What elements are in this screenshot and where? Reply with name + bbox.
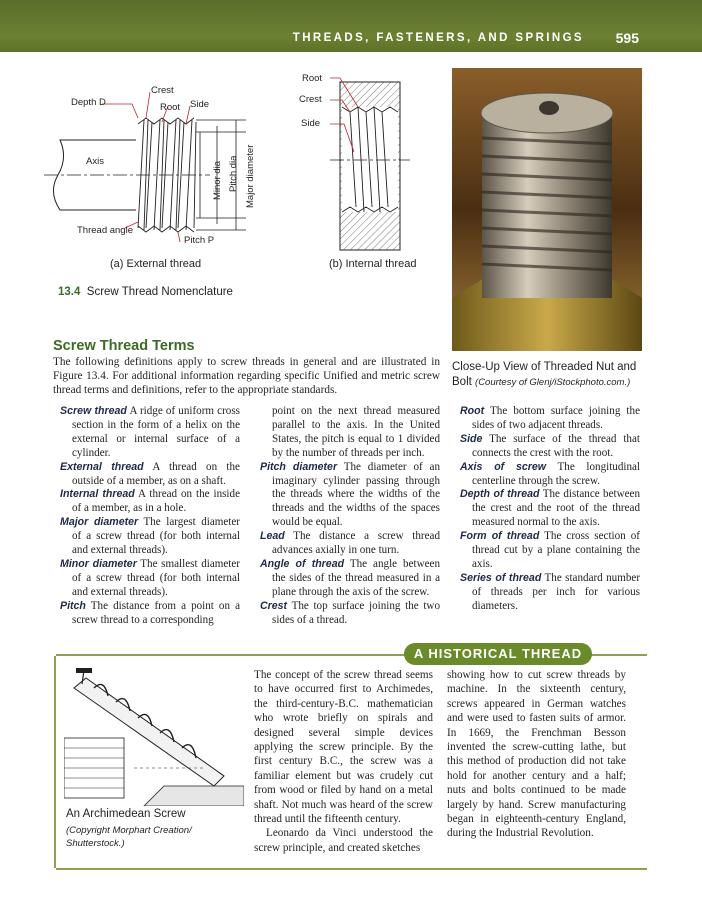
caption-internal-thread: (b) Internal thread [329, 258, 417, 270]
term-entry: Pitch The distance from a point on a screw thread to a corresponding [60, 599, 240, 626]
term-entry: Form of thread The cross section of thread cut by a plane containing the axis. [460, 530, 640, 570]
label-side: Side [190, 99, 210, 110]
internal-thread-drawing [330, 72, 410, 252]
label-crest: Crest [151, 85, 174, 96]
label-root: Root [160, 102, 181, 113]
archimedean-screw-illustration [64, 668, 244, 806]
section-intro: The following definitions apply to screw threads in general and are illustrated in Figure 13.4. For additional information regarding specific Unified and metric screw thread terms and definitions, refer to the appropriate standards. [53, 356, 440, 396]
photo-caption-main: Close-Up View of Threaded Nut and Bolt [452, 361, 637, 388]
term-entry: Major diameter The largest diameter of a screw thread (for both internal and external threads). [60, 516, 240, 557]
running-header [0, 0, 702, 52]
label-minor-dia: Minor dia [212, 160, 223, 200]
label-int-root: Root [302, 73, 323, 84]
label-major-diameter: Major diameter [245, 144, 256, 208]
historical-image-caption [66, 807, 241, 850]
image-caption-title: An Archimedean Screw [66, 808, 186, 820]
section-heading: Screw Thread Terms [53, 338, 195, 354]
term-entry: Root The bottom surface joining the sides of two adjacent threads. [460, 405, 640, 431]
term-entry: Series of thread The standard number of threads per inch for various diameters. [460, 571, 641, 612]
historical-column-2 [447, 668, 626, 841]
photo-caption [452, 360, 652, 390]
label-depth: Depth D [71, 97, 106, 108]
terms-column-3 [460, 405, 640, 614]
terms-column-1 [60, 405, 240, 628]
label-int-side: Side [301, 118, 321, 129]
term-entry: Depth of thread The distance between the crest and the root of the thread measured normal to the axis. [460, 488, 641, 529]
historical-paragraph: Leonardo da Vinci understood the screw principle, and created sketches [254, 827, 433, 854]
running-title: THREADS, FASTENERS, AND SPRINGS [292, 32, 584, 44]
term-entry: Minor diameter The smallest diameter of a screw thread (for both internal and external threads). [60, 557, 240, 598]
historical-paragraph: The concept of the screw thread seems to have occurred first to Archimedes, the third-century-B.C. mathematician who wrote briefly on spirals and designed several simple devices applying the screw principle. By the first century B.C., the screw was a familiar element but was crudely cut from wood or filed by hand on a metal shaft. Not much was heard of the screw thread until the fifteenth century. [254, 669, 433, 826]
term-entry: External thread A thread on the outside of a member, as on a shaft. [60, 460, 240, 487]
label-pitch-dia: Pitch dia [228, 155, 239, 192]
label-axis: Axis [86, 156, 104, 167]
term-entry: Crest The top surface joining the two sides of a thread. [260, 599, 440, 626]
figure-title: Screw Thread Nomenclature [86, 286, 233, 298]
bolt-photo [452, 68, 642, 351]
term-entry: Pitch diameter The diameter of an imaginary cylinder passing through the threads where the widths of the threads and the widths of the spaces would be equal. [260, 460, 440, 529]
image-caption-credit: (Copyright Morphart Creation/ Shutterstock.) [66, 825, 192, 849]
historical-tab: A HISTORICAL THREAD [404, 643, 592, 665]
term-entry-continued: point on the next thread measured parallel to the axis. In the United States, the pitch is equal to 1 divided by the number of threads per inch. [272, 405, 440, 459]
term-entry: Angle of thread The angle between the sides of the thread measured in a plane through the axis of the screw. [260, 557, 440, 598]
term-entry: Lead The distance a screw thread advances axially in one turn. [260, 530, 441, 557]
figure-caption [58, 286, 233, 298]
label-thread-angle: Thread angle [77, 225, 133, 236]
term-entry: Screw thread A ridge of uniform cross section in the form of a helix on the external or internal surface of a cylinder. [60, 405, 240, 459]
label-pitch: Pitch P [184, 235, 215, 246]
terms-column-2 [260, 405, 440, 628]
caption-external-thread: (a) External thread [110, 258, 202, 270]
figure-number: 13.4 [58, 286, 81, 298]
label-int-crest: Crest [299, 94, 322, 105]
historical-column-1 [254, 668, 433, 855]
term-entry: Side The surface of the thread that connects the crest with the root. [460, 432, 640, 459]
term-entry: Internal thread A thread on the inside of a member, as in a hole. [60, 488, 240, 515]
photo-caption-credit: (Courtesy of Glenj/iStockphoto.com.) [475, 377, 631, 388]
historical-paragraph: showing how to cut screw threads by machine. In the sixteenth century, screws appeared in German watches and were used to fasten suits of armor. In 1669, the Frenchman Besson invented the screw-cutting lathe, but this method of production did not take hold for another century and a half; nuts and bolts continued to be made largely by hand. Screw manufacturing began in eighteenth-century England, during the Industrial Revolution. [447, 669, 626, 840]
term-entry: Axis of screw The longitudinal centerline through the screw. [460, 460, 641, 487]
page-number: 595 [615, 30, 639, 46]
external-thread-drawing [40, 82, 260, 257]
